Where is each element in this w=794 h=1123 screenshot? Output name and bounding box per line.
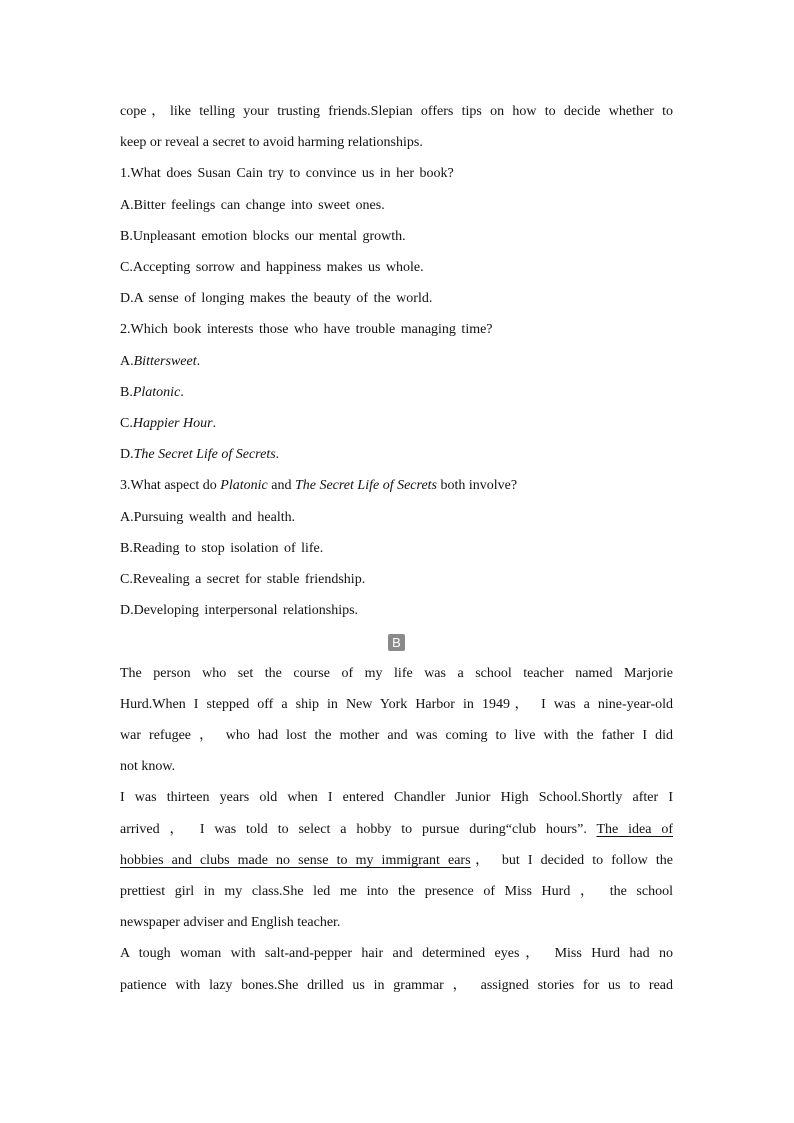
- passage-b-line: patience with lazy bones.She drilled us in grammar ， assigned stories for us to read: [120, 977, 673, 993]
- passage-b-line: prettiest girl in my class.She led me into the presence of Miss Hurd ， the school: [120, 884, 673, 900]
- passage-a-line: keep or reveal a secret to avoid harming relationships.: [120, 135, 423, 151]
- question-1-option-a: A.Bitter feelings can change into sweet ones.: [120, 197, 385, 213]
- passage-b-line: The person who set the course of my life was a school teacher named Marjorie: [120, 665, 673, 681]
- question-2-stem: 2.Which book interests those who have trouble managing time?: [120, 322, 493, 338]
- question-2-option-c: C.Happier Hour.: [120, 416, 217, 432]
- question-1-option-b: B.Unpleasant emotion blocks our mental growth.: [120, 228, 406, 244]
- question-1-option-c: C.Accepting sorrow and happiness makes us whole.: [120, 260, 424, 276]
- passage-a-line: cope，like telling your trusting friends.Slepian offers tips on how to decide whether to: [120, 104, 673, 119]
- passage-b-line: not know.: [120, 759, 176, 775]
- passage-b-line: A tough woman with salt-and-pepper hair and determined eyes， Miss Hurd had no: [120, 946, 673, 962]
- question-3-option-b: B.Reading to stop isolation of life.: [120, 540, 324, 556]
- passage-b-line: Hurd.When I stepped off a ship in New York Harbor in 1949， I was a nine-year-old: [120, 696, 673, 712]
- passage-b-line: war refugee ， who had lost the mother and was coming to live with the father I did: [120, 728, 673, 744]
- passage-b-line: I was thirteen years old when I entered Chandler Junior High School.Shortly after I: [120, 790, 673, 806]
- question-3-option-c: C.Revealing a secret for stable friendship.: [120, 572, 366, 588]
- question-3-option-a: A.Pursuing wealth and health.: [120, 509, 296, 525]
- section-label-badge: B: [388, 634, 405, 651]
- question-3-stem: 3.What aspect do Platonic and The Secret Life of Secrets both involve?: [120, 478, 518, 494]
- section-b-header: [120, 626, 673, 657]
- question-1-option-d: D.A sense of longing makes the beauty of the world.: [120, 291, 433, 307]
- passage-b-line: newspaper adviser and English teacher.: [120, 915, 341, 931]
- passage-b-line: arrived ， I was told to select a hobby to pursue during“club hours”. The idea of: [120, 821, 673, 837]
- underlined-text: The idea of: [596, 821, 673, 837]
- question-1-stem: 1.What does Susan Cain try to convince us in her book?: [120, 166, 454, 182]
- question-3-option-d: D.Developing interpersonal relationships.: [120, 603, 359, 619]
- page-content: [120, 96, 673, 1001]
- question-2-option-d: D.The Secret Life of Secrets.: [120, 447, 280, 463]
- underlined-text: hobbies and clubs made no sense to my immigrant ears: [120, 852, 471, 868]
- passage-b-line: hobbies and clubs made no sense to my immigrant ears， but I decided to follow the: [120, 852, 673, 868]
- question-2-option-a: A.Bittersweet.: [120, 353, 201, 369]
- question-2-option-b: B.Platonic.: [120, 384, 184, 400]
